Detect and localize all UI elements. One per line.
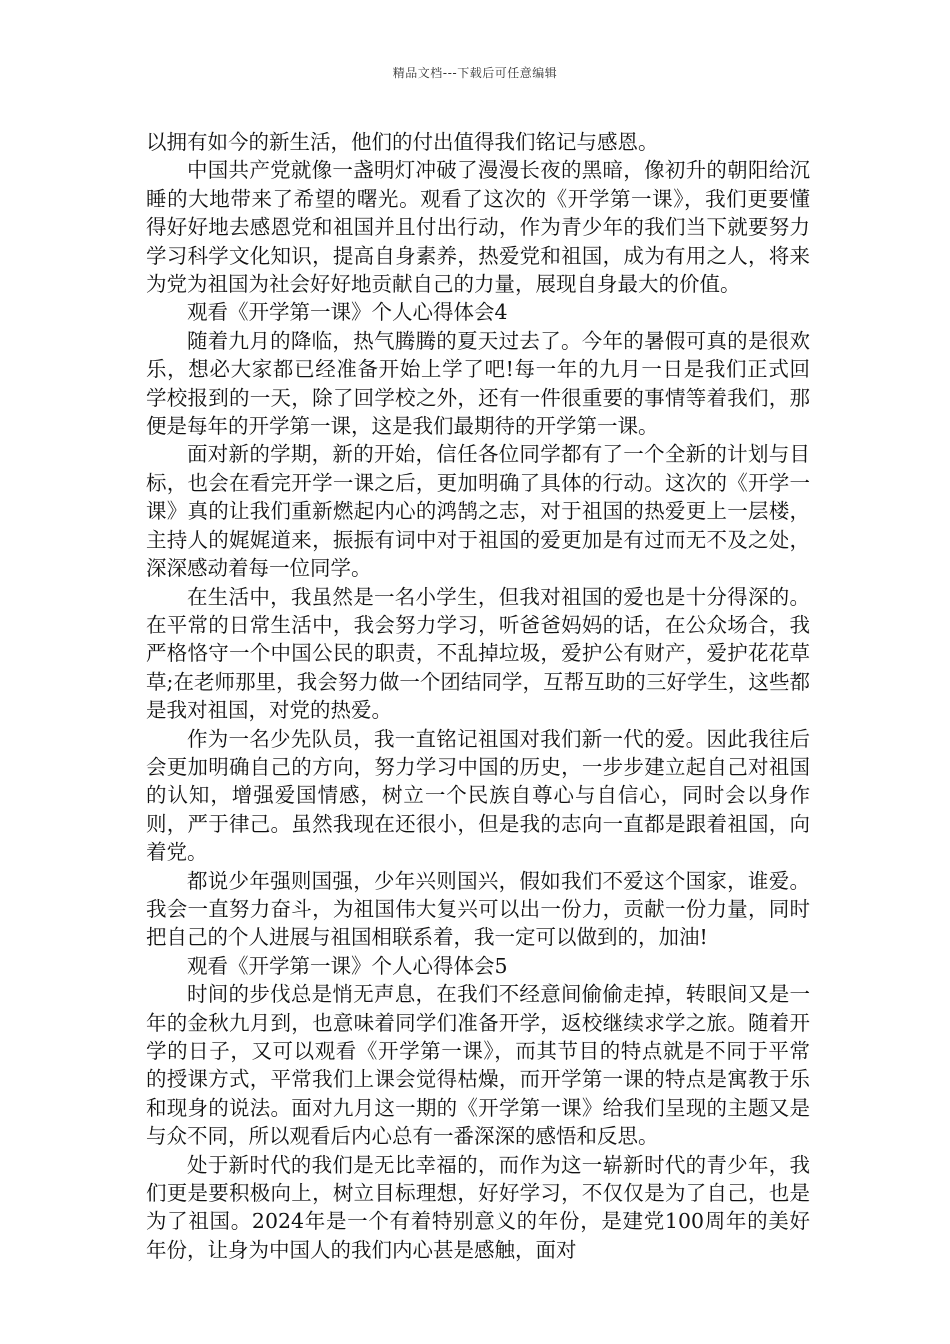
paragraph: 面对新的学期，新的开始，信任各位同学都有了一个全新的计划与目标，也会在看完开学一课之后，更加明确了具体的行动。这次的《开学一课》真的让我们重新燃起内心的鸿鹄之志，对于祖国的热爱更上一层楼，主持人的娓娓道来，振振有词中对于祖国的爱更加是有过而无不及之处，深深感动着每一位同学。 [146,442,810,581]
page-header: 精品文档---下载后可任意编辑 [392,66,558,80]
paragraph: 以拥有如今的新生活，他们的付出值得我们铭记与感恩。 [146,130,659,154]
paragraph: 都说少年强则国强，少年兴则国兴，假如我们不爱这个国家，谁爱。我会一直努力奋斗，为祖国伟大复兴可以出一份力，贡献一份力量，同时把自己的个人进展与祖国相联系着，我一定可以做到的，加油! [146,868,810,950]
paragraph: 观看《开学第一课》个人心得体会4 [187,300,508,325]
document-body [146,128,810,1264]
paragraph: 观看《开学第一课》个人心得体会5 [187,953,508,978]
paragraph: 随着九月的降临，热气腾腾的夏天过去了。今年的暑假可真的是很欢乐，想必大家都已经准备开始上学了吧!每一年的九月一日是我们正式回学校报到的一天，除了回学校之外，还有一件很重要的事情等着我们，那便是每年的开学第一课，这是我们最期待的开学第一课。 [146,328,810,439]
paragraph: 时间的步伐总是悄无声息，在我们不经意间偷偷走掉，转眼间又是一年的金秋九月到，也意味着同学们准备开学，返校继续求学之旅。随着开学的日子，又可以观看《开学第一课》，而其节目的特点就是不同于平常的授课方式，平常我们上课会觉得枯燥，而开学第一课的特点是寓教于乐和现身的说法。面对九月这一期的《开学第一课》给我们呈现的主题又是与众不同，所以观看后内心总有一番深深的感悟和反思。 [146,982,810,1149]
paragraph: 作为一名少先队员，我一直铭记祖国对我们新一代的爱。因此我往后会更加明确自己的方向，努力学习中国的历史，一步步建立起自己对祖国的认知，增强爱国情感，树立一个民族自尊心与自信心，同时会以身作则，严于律己。虽然我现在还很小，但是我的志向一直都是跟着祖国，向着党。 [146,726,810,865]
paragraph: 中国共产党就像一盏明灯冲破了漫漫长夜的黑暗，像初升的朝阳给沉睡的大地带来了希望的曙光。观看了这次的《开学第一课》，我们更要懂得好好地去感恩党和祖国并且付出行动，作为青少年的我们当下就要努力学习科学文化知识，提高自身素养，热爱党和祖国，成为有用之人，将来为党为祖国为社会好好地贡献自己的力量，展现自身最大的价值。 [146,158,810,297]
paragraph: 处于新时代的我们是无比幸福的，而作为这一崭新时代的青少年，我们更是要积极向上，树立目标理想，好好学习，不仅仅是为了自己，也是为了祖国。2024年是一个有着特别意义的年份，是建党100周年的美好年份，让身为中国人的我们内心甚是感触，面对 [146,1152,810,1262]
paragraph: 在生活中，我虽然是一名小学生，但我对祖国的爱也是十分得深的。在平常的日常生活中，我会努力学习，听爸爸妈妈的话，在公众场合，我严格恪守一个中国公民的职责，不乱掉垃圾，爱护公有财产，爱护花花草草;在老师那里，我会努力做一个团结同学，互帮互助的三好学生，这些都是我对祖国，对党的热爱。 [146,584,810,723]
